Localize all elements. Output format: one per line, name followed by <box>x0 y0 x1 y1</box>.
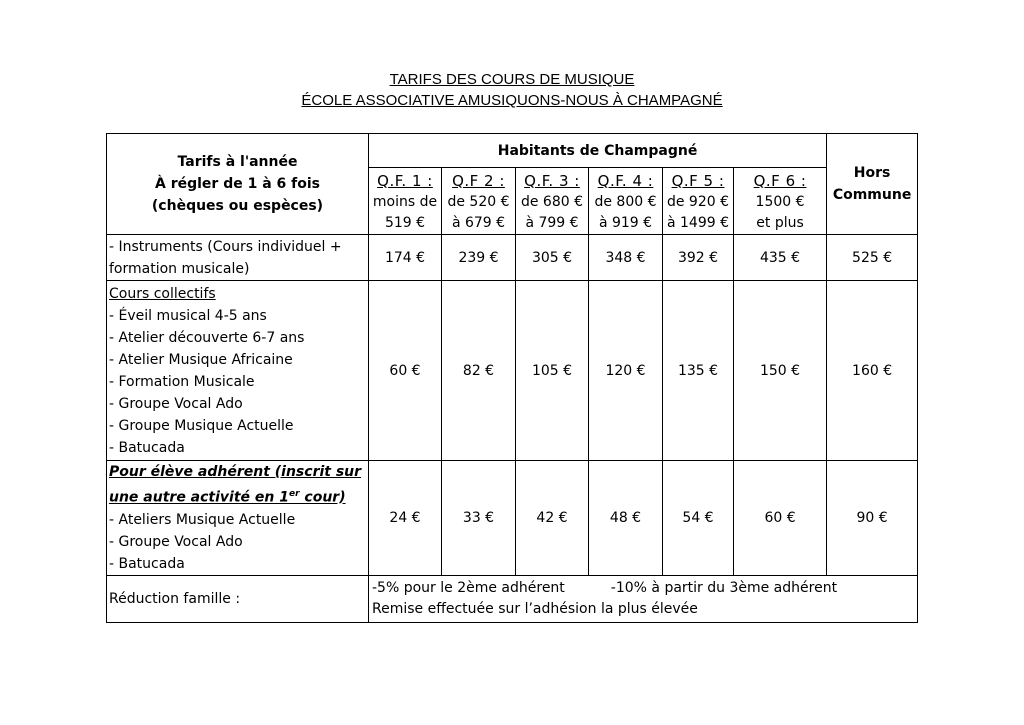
header-left-line3: (chèques ou espèces) <box>151 198 324 214</box>
collectifs-item: - Éveil musical 4-5 ans <box>109 307 267 324</box>
header-left-line1: Tarifs à l'année <box>177 154 298 170</box>
family-reduction-line <box>372 578 917 599</box>
qf-range-start: de 520 € <box>447 193 510 210</box>
reduction-second-member: -5% pour le 2ème adhérent <box>372 579 565 596</box>
header-left-line2: À régler de 1 à 6 fois <box>155 176 320 192</box>
row-cours-collectifs <box>107 281 918 461</box>
family-reduction-note: Remise effectuée sur l’adhésion la plus élevée <box>372 600 698 617</box>
qf-range-start: moins de <box>372 193 438 210</box>
qf-label: Q.F. 4 : <box>597 171 654 190</box>
qf-range-end: et plus <box>756 214 804 231</box>
collectifs-item: - Groupe Musique Actuelle <box>109 417 294 434</box>
qf-header-2 <box>442 168 516 235</box>
adherent-item: - Groupe Vocal Ado <box>109 533 243 550</box>
price-cell: 392 € <box>663 235 734 281</box>
price-cell: 24 € <box>369 461 442 576</box>
price-cell: 60 € <box>734 461 827 576</box>
document-titles <box>0 69 1024 111</box>
family-label: Réduction famille : <box>107 575 369 622</box>
header-habitants: Habitants de Champagné <box>369 134 827 168</box>
price-cell: 135 € <box>663 281 734 461</box>
instruments-label <box>107 235 369 281</box>
header-row-1 <box>107 134 918 168</box>
tariff-table <box>106 133 918 623</box>
adherent-label <box>107 461 369 576</box>
qf-range-end: à 1499 € <box>666 214 729 231</box>
collectifs-item: - Formation Musicale <box>109 373 255 390</box>
qf-range-end: à 919 € <box>598 214 653 231</box>
family-reduction-details <box>369 575 918 622</box>
price-cell: 105 € <box>516 281 589 461</box>
price-cell: 54 € <box>663 461 734 576</box>
price-cell: 239 € <box>442 235 516 281</box>
price-cell: 150 € <box>734 281 827 461</box>
qf-header-4 <box>589 168 663 235</box>
qf-header-5 <box>663 168 734 235</box>
header-hors-commune <box>827 134 918 235</box>
qf-range-end: à 679 € <box>451 214 506 231</box>
price-cell: 160 € <box>827 281 918 461</box>
collectifs-item: - Batucada <box>109 439 185 456</box>
adherent-heading-line2 <box>109 483 368 509</box>
collectifs-label <box>107 281 369 461</box>
qf-label: Q.F 2 : <box>452 171 505 190</box>
title-line-1: TARIFS DES COURS DE MUSIQUE <box>389 71 635 88</box>
collectifs-item: - Atelier Musique Africaine <box>109 351 293 368</box>
adherent-item: - Batucada <box>109 555 185 572</box>
qf-header-6 <box>734 168 827 235</box>
qf-header-1 <box>369 168 442 235</box>
row-reduction-famille <box>107 575 918 622</box>
qf-label: Q.F. 1 : <box>377 171 433 190</box>
price-cell: 120 € <box>589 281 663 461</box>
adherent-heading-line1: Pour élève adhérent (inscrit sur <box>109 464 362 480</box>
adherent-heading-sup: er <box>288 489 300 499</box>
title-line-2: ÉCOLE ASSOCIATIVE AMUSIQUONS-NOUS À CHAMPAGNÉ <box>301 92 723 109</box>
qf-range-start: de 920 € <box>666 193 730 210</box>
header-tarifs-cell <box>107 134 369 235</box>
price-cell: 60 € <box>369 281 442 461</box>
qf-range-start: de 680 € <box>520 193 584 210</box>
qf-range-start: de 800 € <box>594 193 657 210</box>
qf-range-start: 1500 € <box>755 193 805 210</box>
price-cell: 435 € <box>734 235 827 281</box>
qf-label: Q.F 5 : <box>671 171 725 190</box>
qf-header-3 <box>516 168 589 235</box>
qf-label: Q.F. 3 : <box>524 171 580 190</box>
qf-label: Q.F 6 : <box>753 171 807 190</box>
price-cell: 90 € <box>827 461 918 576</box>
instruments-line1: - Instruments (Cours individuel + <box>109 238 342 255</box>
qf-range-end: à 799 € <box>525 214 579 231</box>
instruments-line2: formation musicale) <box>109 260 250 277</box>
adherent-item: - Ateliers Musique Actuelle <box>109 511 296 528</box>
price-cell: 525 € <box>827 235 918 281</box>
header-outside-line1: Hors <box>853 165 891 181</box>
qf-range-end: 519 € <box>384 214 426 231</box>
price-cell: 82 € <box>442 281 516 461</box>
price-cell: 33 € <box>442 461 516 576</box>
row-instruments <box>107 235 918 281</box>
collectifs-item: - Atelier découverte 6-7 ans <box>109 329 305 346</box>
adherent-heading-text: une autre activité en 1 <box>109 489 289 506</box>
row-eleve-adherent <box>107 461 918 576</box>
price-cell: 348 € <box>589 235 663 281</box>
price-cell: 174 € <box>369 235 442 281</box>
header-outside-line2: Commune <box>832 187 912 203</box>
reduction-third-member: -10% à partir du 3ème adhérent <box>610 579 838 596</box>
price-cell: 305 € <box>516 235 589 281</box>
price-cell: 48 € <box>589 461 663 576</box>
collectifs-heading: Cours collectifs <box>109 285 216 302</box>
price-cell: 42 € <box>516 461 589 576</box>
collectifs-item: - Groupe Vocal Ado <box>109 395 243 412</box>
adherent-heading-end: cour) <box>299 489 346 506</box>
